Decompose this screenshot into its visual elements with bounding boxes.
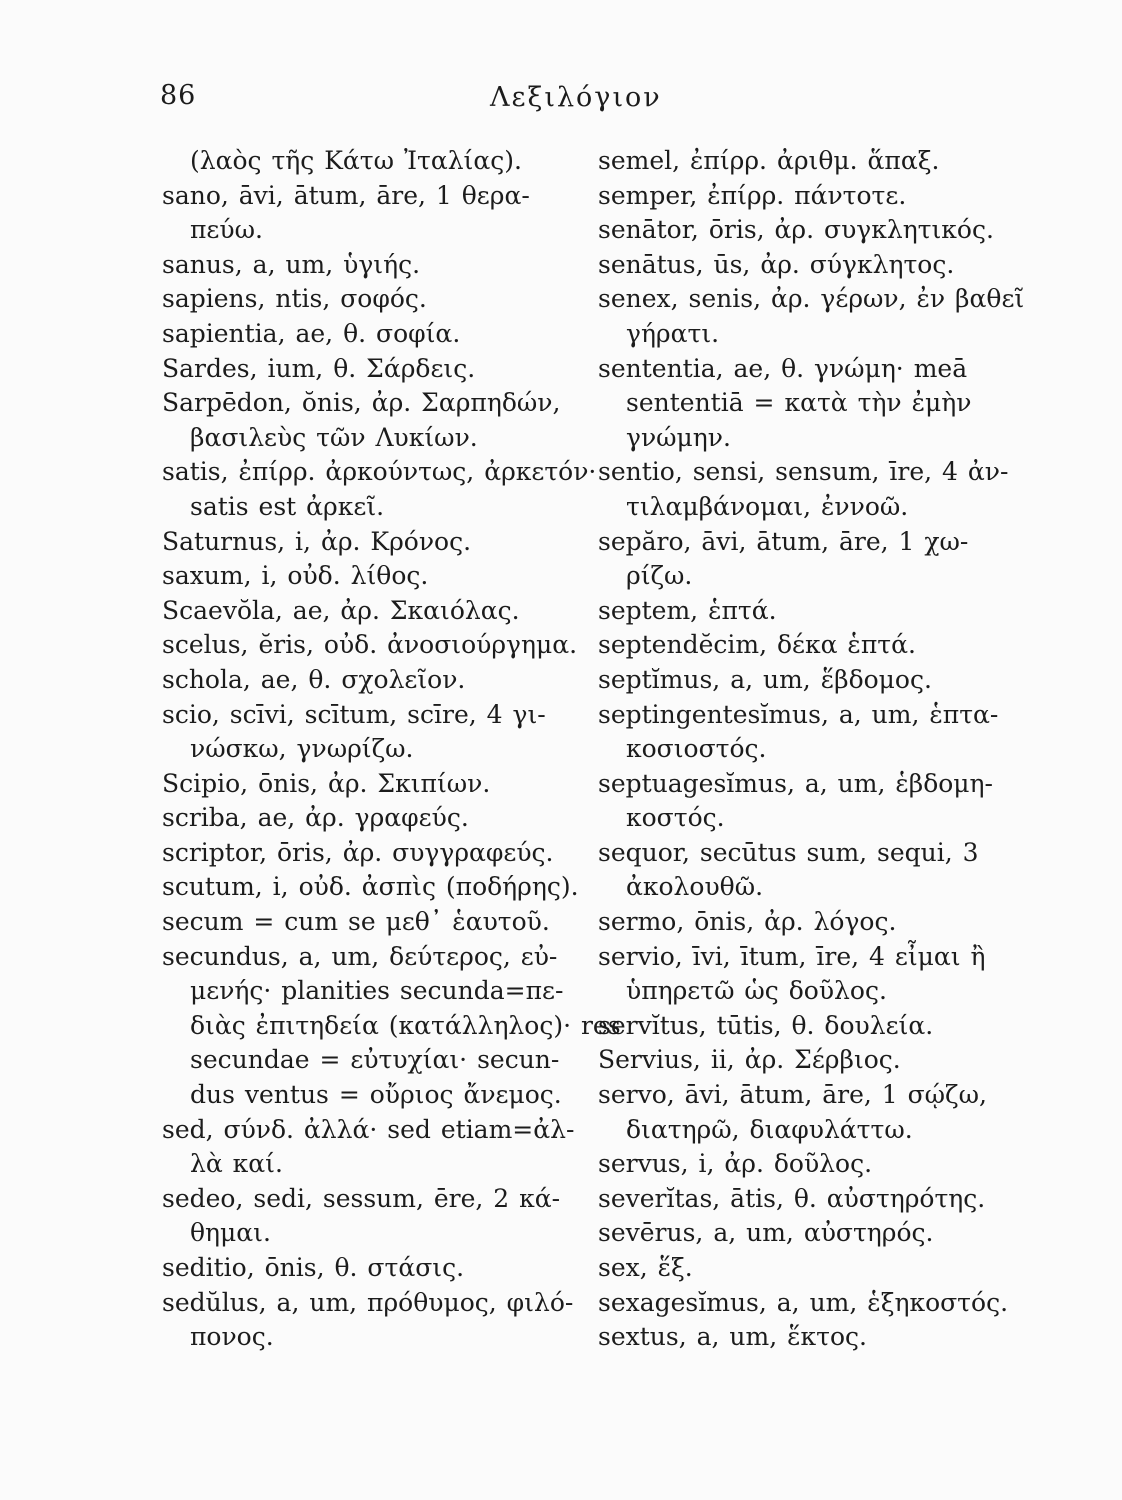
entry-line: septingentesĭmus, a, um, ἑπτα- (598, 699, 999, 729)
entry-line: seditio, ōnis, θ. στάσις. (162, 1253, 465, 1282)
entry-line: ἀκολουθῶ. (626, 872, 764, 902)
entry-line: scriptor, ōris, ἀρ. συγγραφεύς. (162, 837, 554, 867)
entry-line: γνώμην. (626, 422, 731, 452)
entry-line: Saturnus, i, ἀρ. Κρόνος. (162, 526, 472, 556)
entry-line: septem, ἑπτά. (598, 595, 777, 625)
entry-line: Scipio, ōnis, ἀρ. Σκιπίων. (162, 768, 491, 798)
entry-line: Sardes, ium, θ. Σάρδεις. (162, 353, 476, 383)
entry-line: νώσκω, γνωρίζω. (190, 734, 414, 764)
entry-line: ὑπηρετῶ ὡς δοῦλος. (626, 976, 887, 1006)
entry-line: servĭtus, tūtis, θ. δουλεία. (598, 1010, 934, 1040)
entry-line: sapientia, ae, θ. σοφία. (162, 318, 461, 348)
entry-line: sex, ἕξ. (598, 1253, 693, 1282)
entry-line: κοσιοστός. (626, 734, 767, 764)
entry-line: senātor, ōris, ἀρ. συγκλητικός. (598, 215, 994, 245)
running-title: Λεξιλόγιον (490, 82, 662, 113)
entry-line: servio, īvi, ītum, īre, 4 εἶμαι ἢ (598, 941, 986, 971)
entry-line: secum = cum se μεθ᾿ ἑαυτοῦ. (162, 907, 550, 937)
entry-line: sequor, secūtus sum, sequi, 3 (598, 837, 979, 867)
entry-line: sepăro, āvi, ātum, āre, 1 χω- (598, 526, 969, 556)
entry-line: sedeo, sedi, sessum, ēre, 2 κά- (162, 1183, 561, 1213)
entry-line: secundae = εὐτυχίαι· secun- (190, 1045, 560, 1075)
entry-line: ρίζω. (626, 561, 693, 591)
entry-line: Sarpēdon, ŏnis, ἀρ. Σαρπηδών, (162, 388, 561, 418)
entry-line: sano, āvi, ātum, āre, 1 θερα- (162, 180, 530, 210)
entry-line: sanus, a, um, ὑγιής. (162, 249, 421, 279)
page-number: 86 (160, 80, 197, 111)
entry-line: θημαι. (190, 1218, 271, 1248)
entry-line: satis, ἐπίρρ. ἀρκούντως, ἀρκετόν· (162, 457, 597, 487)
entry-line: servo, āvi, ātum, āre, 1 σῴζω, (598, 1080, 987, 1110)
entry-line: βασιλεὺς τῶν Λυκίων. (190, 422, 478, 452)
entry-line: (λαὸς τῆς Κάτω Ἰταλίας). (190, 146, 522, 175)
entry-line: senātus, ūs, ἀρ. σύγκλητος. (598, 249, 955, 279)
entry-line: septendĕcim, δέκα ἑπτά. (598, 630, 916, 660)
entry-line: saxum, i, οὐδ. λίθος. (162, 561, 429, 591)
left-column (162, 144, 621, 1355)
entry-line: scriba, ae, ἀρ. γραφεύς. (162, 803, 469, 833)
entry-line: sententiā = κατὰ τὴν ἐμὴν (626, 388, 972, 418)
entry-line: κοστός. (626, 803, 725, 833)
entry-line: sententia, ae, θ. γνώμη· meā (598, 353, 968, 383)
entry-line: semper, ἐπίρρ. πάντοτε. (598, 180, 907, 210)
entry-line: γήρατι. (626, 318, 720, 348)
entry-line: scutum, i, οὐδ. ἀσπὶς (ποδήρης). (162, 872, 579, 902)
entry-line: secundus, a, um, δεύτερος, εὐ- (162, 941, 558, 971)
right-column (598, 144, 1038, 1355)
entry-line: sed, σύνδ. ἀλλά· sed etiam=ἀλ- (162, 1114, 575, 1144)
entry-line: μενής· planities secunda=πε- (190, 976, 564, 1006)
entry-line: schola, ae, θ. σχολεῖον. (162, 664, 466, 694)
entry-line: sedŭlus, a, um, πρόθυμος, φιλό- (162, 1287, 574, 1317)
entry-line: λὰ καί. (190, 1149, 283, 1179)
entry-line: scio, scīvi, scītum, scīre, 4 γι- (162, 699, 546, 729)
entry-line: septuagesĭmus, a, um, ἑβδομη- (598, 768, 993, 798)
entry-line: πονος. (190, 1322, 274, 1352)
entry-line: sextus, a, um, ἕκτος. (598, 1322, 867, 1352)
entry-line: severĭtas, ātis, θ. αὐστηρότης. (598, 1183, 986, 1213)
entry-line: διατηρῶ, διαφυλάττω. (626, 1114, 913, 1144)
entry-line: τιλαμβάνομαι, ἐννοῶ. (626, 491, 909, 521)
entry-line: sentio, sensi, sensum, īre, 4 ἀν- (598, 457, 1009, 487)
entry-line: sermo, ōnis, ἀρ. λόγος. (598, 907, 897, 937)
entry-line: sevērus, a, um, αὐστηρός. (598, 1218, 934, 1248)
entry-line: διὰς ἐπιτηδεία (κατάλληλος)· res (190, 1010, 621, 1040)
entry-line: satis est ἀρκεῖ. (190, 491, 385, 521)
entry-line: Scaevŏla, ae, ἀρ. Σκαιόλας. (162, 595, 520, 625)
entry-line: πεύω. (190, 215, 263, 245)
entry-line: sapiens, ntis, σοφός. (162, 284, 427, 314)
entry-line: septĭmus, a, um, ἕβδομος. (598, 664, 932, 694)
entry-line: dus ventus = οὔριος ἄνεμος. (190, 1080, 562, 1110)
entry-line: servus, i, ἀρ. δοῦλος. (598, 1149, 873, 1179)
entry-line: senex, senis, ἀρ. γέρων, ἐν βαθεῖ (598, 284, 1025, 314)
entry-line: scelus, ĕris, οὐδ. ἀνοσιούργημα. (162, 630, 578, 660)
entry-line: semel, ἐπίρρ. ἀριθμ. ἅπαξ. (598, 146, 940, 175)
entry-line: Servius, ii, ἀρ. Σέρβιος. (598, 1045, 901, 1075)
entry-line: sexagesĭmus, a, um, ἑξηκοστός. (598, 1287, 1009, 1317)
